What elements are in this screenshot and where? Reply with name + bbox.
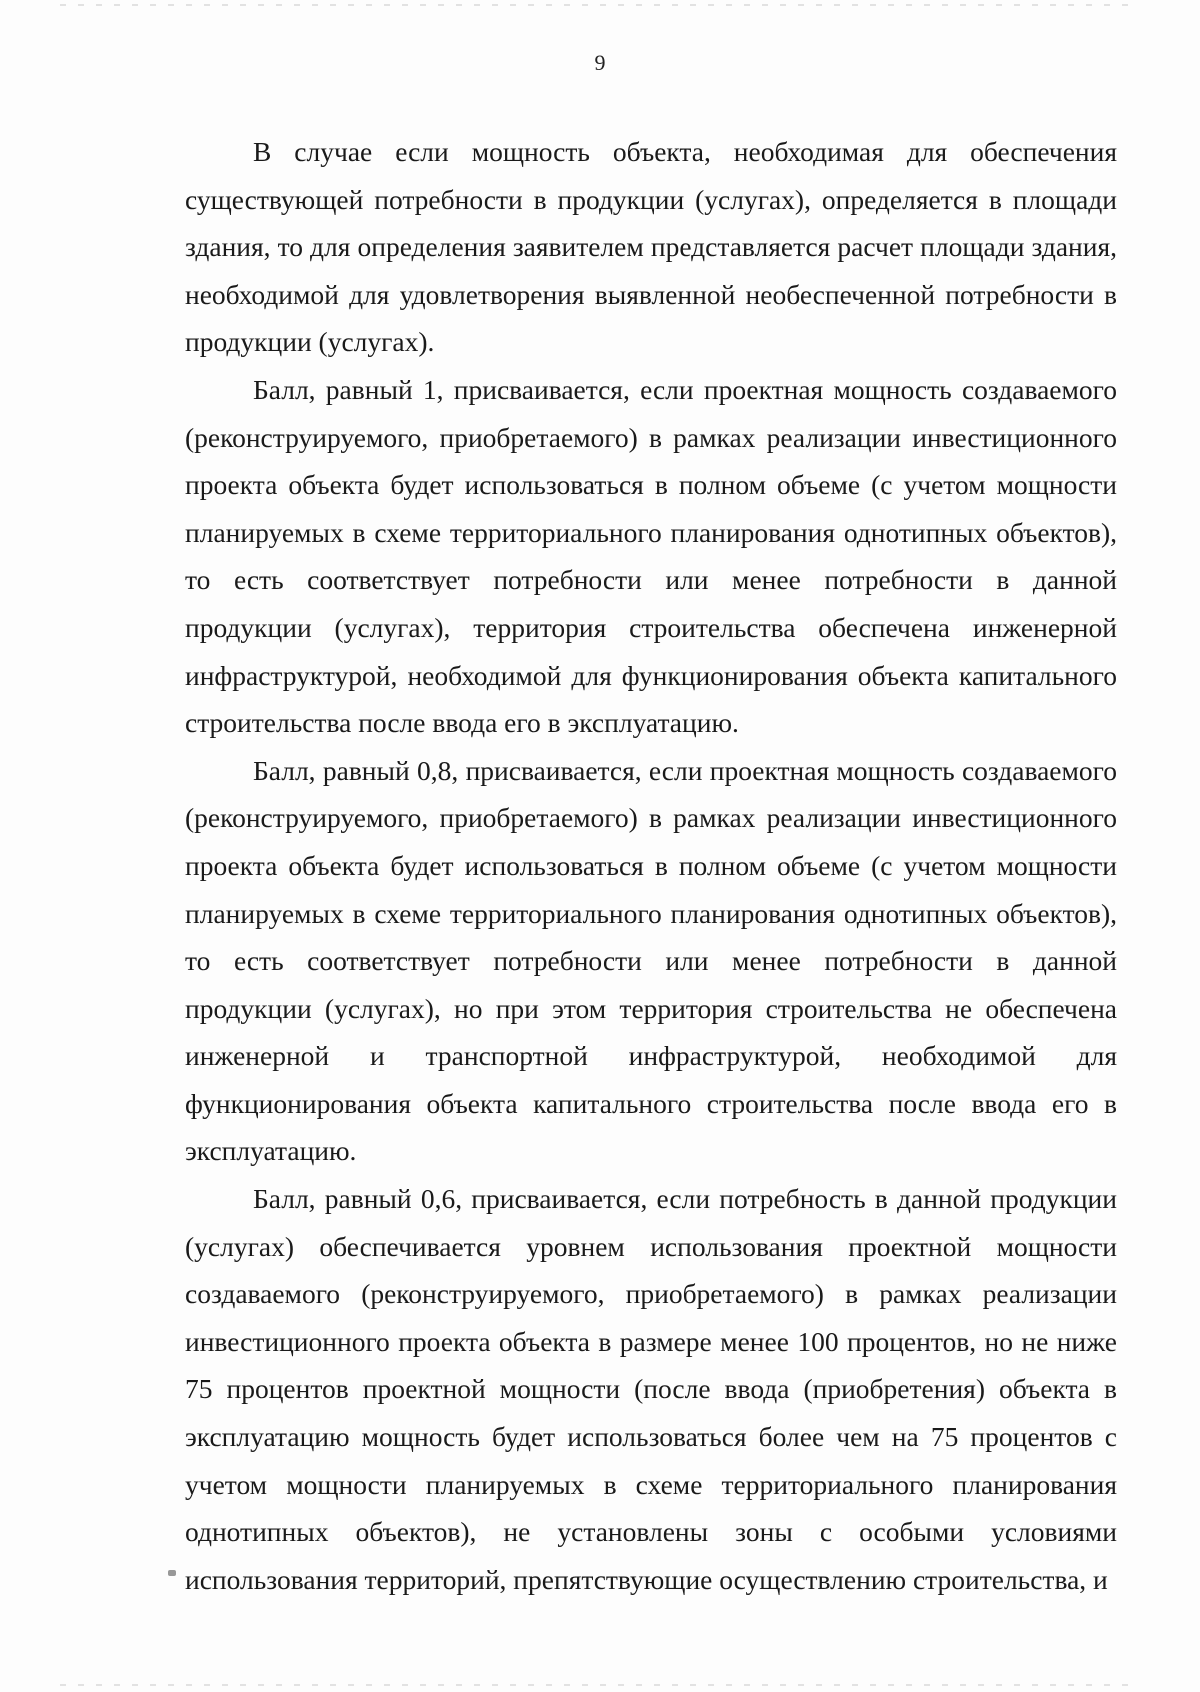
- paragraph-score-0-6: Балл, равный 0,6, присваивается, если потребность в данной продукции (услугах) обеспечивается уровнем использования проектной мощности создаваемого (реконструируемого, приобретаемого) в рамках реализации инвестиционного проекта объекта в размере менее 100 процентов, но не ниже 75 процентов проектной мощности (после ввода (приобретения) объекта в эксплуатацию мощность будет использоваться более чем на 75 процентов с учетом мощности планируемых в схеме территориального планирования однотипных объектов), не установлены зоны с особыми условиями использования территорий, препятствующие осуществлению строительства, и: [185, 1183, 1117, 1595]
- scan-edge-top: [60, 4, 1140, 6]
- paragraph-score-1: Балл, равный 1, присваивается, если проектная мощность создаваемого (реконструируемого, приобретаемого) в рамках реализации инвестиционного проекта объекта будет использоваться в полном объеме (с учетом мощности планируемых в схеме территориального планирования однотипных объектов), то есть соответствует потребности или менее потребности в данной продукции (услугах), территория строительства обеспечена инженерной инфраструктурой, необходимой для функционирования объекта капитального строительства после ввода его в эксплуатацию.: [185, 373, 1117, 739]
- paragraph-score-0-8: Балл, равный 0,8, присваивается, если проектная мощность создаваемого (реконструируемого, приобретаемого) в рамках реализации инвестиционного проекта объекта будет использоваться в полном объеме (с учетом мощности планируемых в схеме территориального планирования однотипных объектов), то есть соответствует потребности или менее потребности в данной продукции (услугах), но при этом территория строительства не обеспечена инженерной и транспортной инфраструктурой, необходимой для функционирования объекта капитального строительства после ввода его в эксплуатацию.: [185, 754, 1117, 1167]
- page-number: 9: [594, 50, 606, 75]
- scan-edge-bottom: [60, 1684, 1140, 1686]
- document-body: [185, 128, 1117, 1603]
- paragraph-area-calculation: В случае если мощность объекта, необходимая для обеспечения существующей потребности в продукции (услугах), определяется в площади здания, то для определения заявителем представляется расчет площади здания, необходимой для удовлетворения выявленной необеспеченной потребности в продукции (услугах).: [185, 136, 1117, 358]
- scan-artifact-mark: [168, 1570, 176, 1576]
